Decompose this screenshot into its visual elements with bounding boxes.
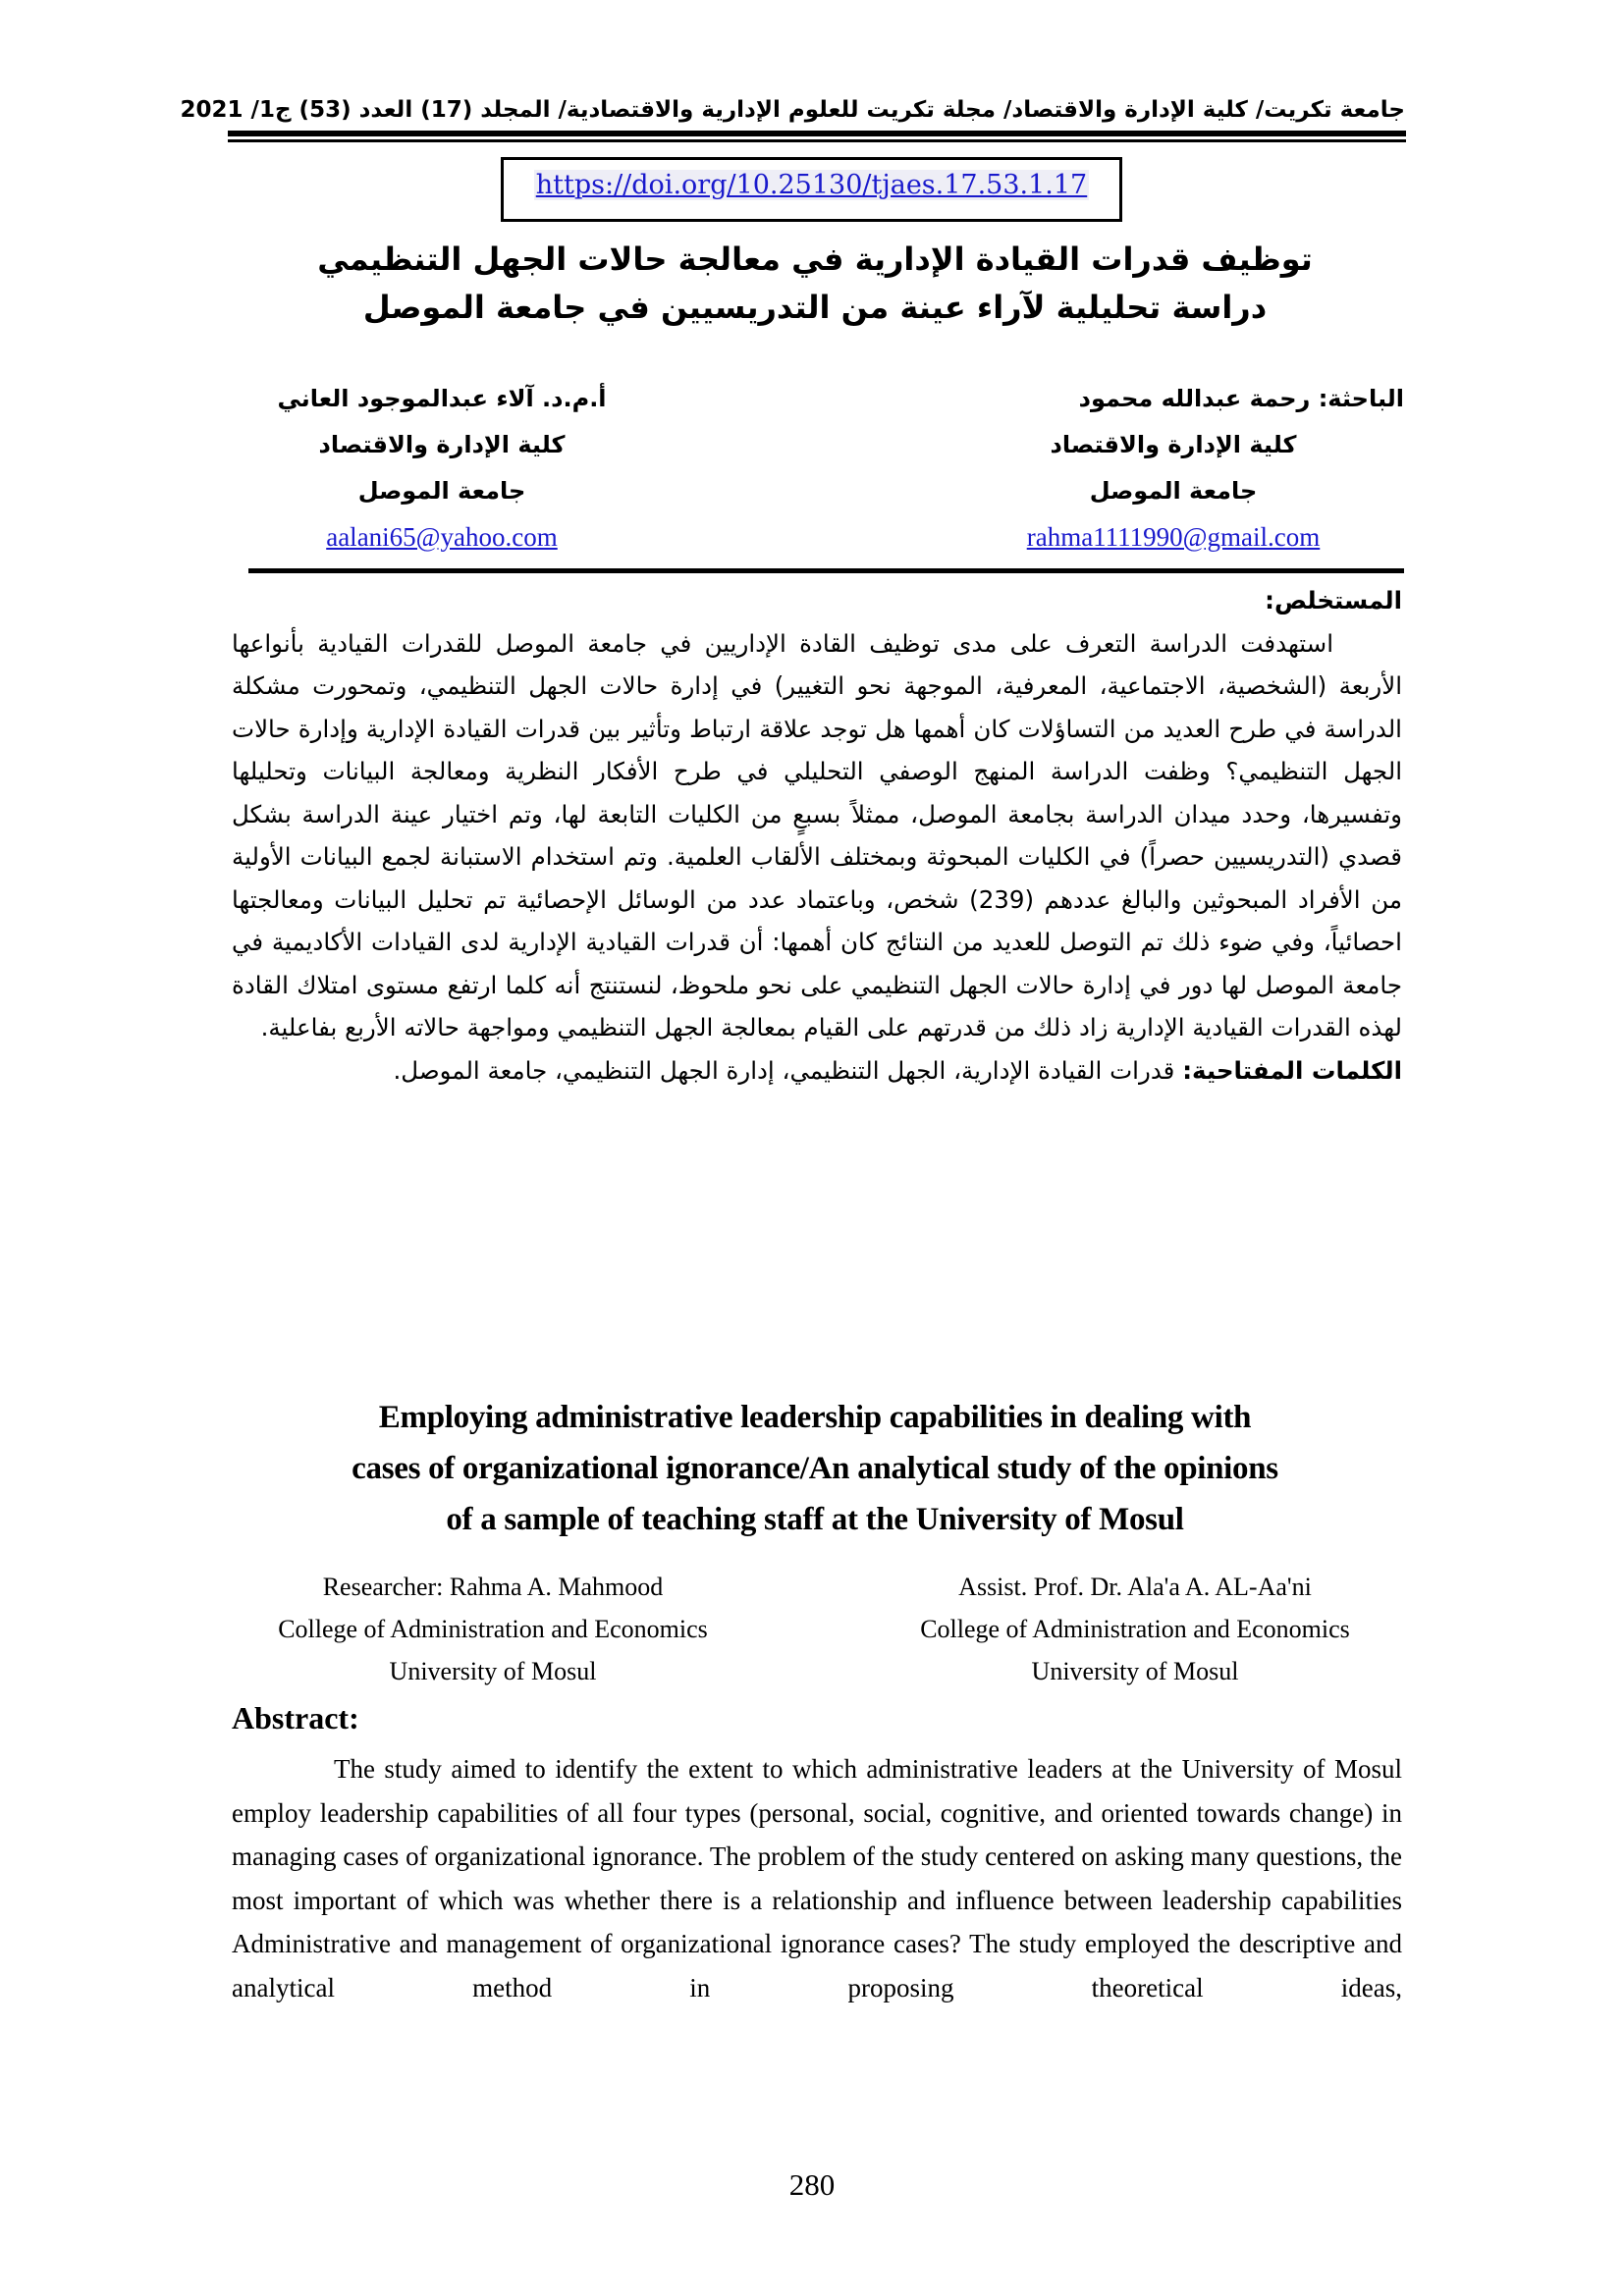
arabic-author-2-college: كلية الإدارة والاقتصاد <box>318 431 566 458</box>
doi-link[interactable]: https://doi.org/10.25130/tjaes.17.53.1.17 <box>535 170 1088 200</box>
arabic-keywords-label: الكلمات المفتاحية: <box>1182 1055 1402 1085</box>
arabic-author-1-university: جامعة الموصل <box>1089 477 1258 505</box>
english-title <box>236 1392 1394 1545</box>
header-rule-thick <box>228 131 1406 136</box>
running-header: جامعة تكريت/ كلية الإدارة والاقتصاد/ مجلة تكريت للعلوم الإدارية والاقتصادية/ المجلد (17) العدد (53) ج1/ 2021 <box>180 97 1405 123</box>
english-author-2-name: Assist. Prof. Dr. Ala'a A. AL-Aa'ni <box>958 1573 1312 1601</box>
english-author-2-college: College of Administration and Economics <box>920 1615 1350 1643</box>
english-author-1-university: University of Mosul <box>389 1657 597 1685</box>
english-author-1 <box>218 1566 768 1692</box>
arabic-abstract <box>232 579 1402 1092</box>
page-number: 280 <box>788 2167 836 2202</box>
arabic-keywords-text: قدرات القيادة الإدارية، الجهل التنظيمي، إدارة الجهل التنظيمي، جامعة الموصل. <box>393 1055 1175 1085</box>
arabic-title-line-2: دراسة تحليلية لآراء عينة من التدريسيين في جامعة الموصل <box>362 289 1268 326</box>
arabic-author-1-name: الباحثة: رحمة عبدالله محمود <box>1078 385 1404 412</box>
english-abstract-heading: Abstract: <box>232 1700 359 1735</box>
header-rule-thin <box>228 139 1406 142</box>
english-author-2 <box>860 1566 1410 1692</box>
english-author-2-university: University of Mosul <box>1031 1657 1239 1685</box>
english-abstract <box>232 1747 1402 2010</box>
arabic-author-2-name: أ.م.د. آلاء عبدالموجود العاني <box>277 385 607 412</box>
arabic-author-2 <box>245 376 638 561</box>
english-author-1-college: College of Administration and Economics <box>278 1615 708 1643</box>
arabic-title-line-1: توظيف قدرات القيادة الإدارية في معالجة حالات الجهل التنظيمي <box>317 240 1313 278</box>
english-title-line-2: cases of organizational ignorance/An analytical study of the opinions <box>352 1451 1278 1486</box>
arabic-author-1-college: كلية الإدارة والاقتصاد <box>1050 431 1297 458</box>
english-abstract-body: The study aimed to identify the extent to which administrative leaders at the University of Mosul employ leadership capabilities of all four types (personal, social, cognitive, and oriented towards change) in managing cases of organizational ignorance. The problem of the study centered on asking many questions, the most important of which was whether there is a relationship and influence between leadership capabilities Administrative and management of organizational ignorance cases? The study employed the descriptive and analytical method in proposing theoretical ideas, <box>232 1754 1402 2002</box>
arabic-author-1 <box>943 376 1404 561</box>
arabic-abstract-body: استهدفت الدراسة التعرف على مدى توظيف القادة الإداريين في جامعة الموصل للقدرات القيادية بأنواعها الأربعة (الشخصية، الاجتماعية، المعرفية، الموجهة نحو التغيير) في إدارة حالات الجهل التنظيمي، وتمحورت مشكلة الدراسة في طرح العديد من التساؤلات كان أهمها هل توجد علاقة ارتباط وتأثير بين قدرات القيادة الإدارية وإدارة حالات الجهل التنظيمي؟ وظفت الدراسة المنهج الوصفي التحليلي في طرح الأفكار النظرية ومعالجة البيانات وتحليلها وتفسيرها، وحدد ميدان الدراسة بجامعة الموصل، ممثلاً بسبعٍ من الكليات التابعة لها، وتم اختيار عينة الدراسة بشكل قصدي (التدريسيين حصراً) في الكليات المبحوثة وبمختلف الألقاب العلمية. وتم استخدام الاستبانة لجمع البيانات الأولية من الأفراد المبحوثين والبالغ عددهم (239) شخص، وباعتماد عدد من الوسائل الإحصائية تم تحليل البيانات ومعالجتها احصائياً، وفي ضوء ذلك تم التوصل للعديد من النتائج كان أهمها: أن قدرات القيادية الإدارية لدى القيادات الأكاديمية في جامعة الموصل لها دور في إدارة حالات الجهل التنظيمي على نحو ملحوظ، لنستنتج أنه كلما ارتفع مستوى امتلاك القادة لهذه القدرات القيادية الإدارية زاد ذلك من قدرتهم على القيام بمعالجة الجهل التنظيمي ومواجهة حالاته الأربع بفاعلية. <box>232 628 1402 1041</box>
section-divider <box>248 568 1404 573</box>
english-title-line-1: Employing administrative leadership capabilities in dealing with <box>378 1400 1252 1435</box>
arabic-abstract-heading: المستخلص: <box>1265 586 1402 614</box>
doi-box <box>501 157 1122 222</box>
english-author-1-name: Researcher: Rahma A. Mahmood <box>322 1573 664 1601</box>
arabic-author-2-university: جامعة الموصل <box>357 477 526 505</box>
arabic-title <box>245 236 1384 332</box>
english-title-line-3: of a sample of teaching staff at the University of Mosul <box>446 1502 1184 1537</box>
arabic-author-1-email[interactable]: rahma1111990@gmail.com <box>1026 522 1321 552</box>
arabic-keywords <box>232 1049 1402 1093</box>
arabic-author-2-email[interactable]: aalani65@yahoo.com <box>326 522 558 552</box>
